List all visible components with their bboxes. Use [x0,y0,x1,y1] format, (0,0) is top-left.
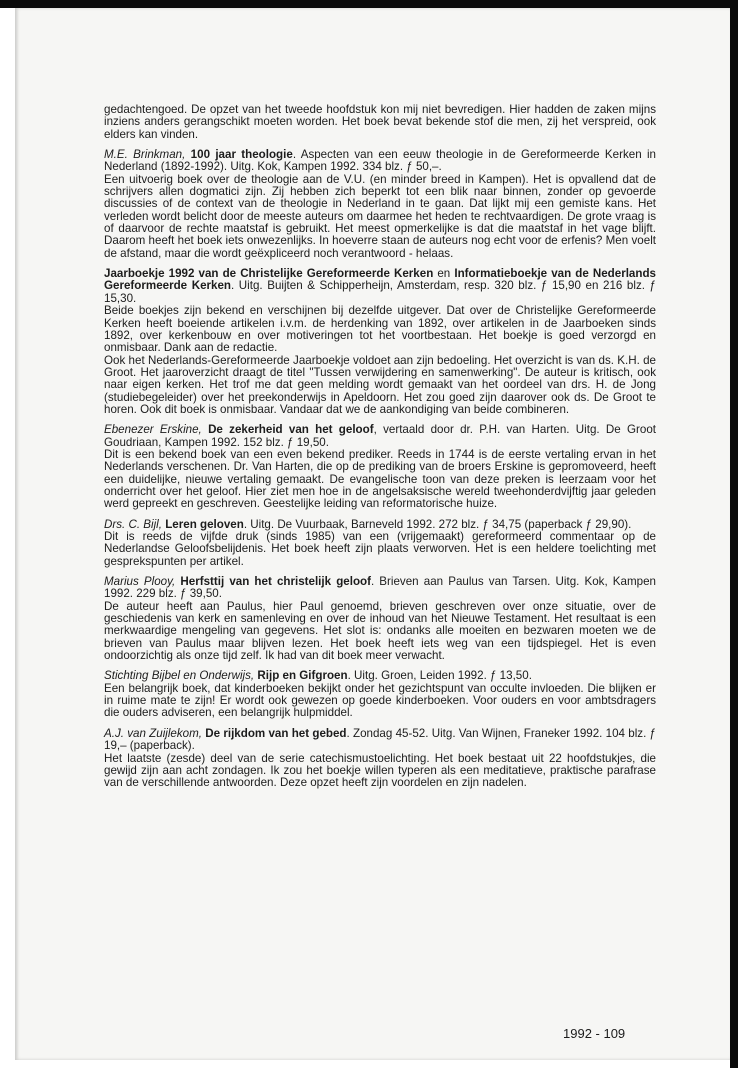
author: Drs. C. Bijl, [104,517,162,531]
page-content [104,104,656,798]
author: M.E. Brinkman, [104,148,186,162]
scan-top-border [0,0,738,8]
review-bijl [104,519,656,568]
book-details: . Brieven aan Paulus van Tarsen. Uitg. Kok, Kampen 1992. 229 blz. ƒ 39,50. [104,575,656,601]
book-details: , vertaald door dr. P.H. van Harten. Uitg. De Groot Goudriaan, Kampen 1992. 152 blz. ƒ 19,50. [104,423,656,449]
review-erskine [104,424,656,510]
book-title-second: Informatieboekje van de Nederlands Gereformeerde Kerken [104,267,656,293]
review-text: Dit is een bekend boek van een even bekend prediker. Reeds in 1744 is de eerste vertaling ervan in het Nederlands verschenen. Dr. Van Harten, die op de prediking van de broers Erskine is gepromoveerd, heeft een duidelijke, nieuwe vertaling gemaakt. De evangelische toon van deze preken is leerzaam voor het onderricht over het geloof. Hier ziet men hoe in de angelsaksische wereld tweehonderdvijftig jaar geleden werd gepreekt en geschreven. Geestelijke leiding van reformatorische huize. [104,447,656,511]
bibliographic-line [104,268,656,305]
review-text: Beide boekjes zijn bekend en verschijnen bij dezelfde uitgever. Dat over de Christelijke Gereformeerde Kerken heeft boeiende artikelen i.v.m. de herdenking van 1892, over artikelen in de Jaarboeken sinds 1892, over kerkenbouw en over motiveringen tot het voortbestaan. Het boekje is goed verzorgd en onmisbaar. Dank aan de redactie. [104,304,656,355]
book-details: . Zondag 45-52. Uitg. Van Wijnen, Franeker 1992. 104 blz. ƒ 19,– (paperback). [104,726,656,753]
connector: en [433,267,455,281]
book-title: Leren geloven [165,517,244,531]
review-text: Het laatste (zesde) deel van de serie catechismustoelichting. Het boek bestaat uit 22 hoofdstukjes, die gewijd zijn aan acht zondagen. Ik zou het boekje willen typeren als een meditatieve, praktische parafrase van de verschillende antwoorden. Deze opzet heeft zijn voordelen en zijn nadelen. [104,751,656,790]
intro-paragraph [104,104,656,141]
review-rijp-en-gifgroen [104,670,656,719]
book-title: Rijp en Gifgroen [257,669,348,683]
intro-text: gedachtengoed. De opzet van het tweede hoofdstuk kon mij niet bevredigen. Hier hadden de zaken mijns inziens anders gerangschikt moeten worden. Het boek bevat bekende stof die men, zij het verspreid, ook elders kan vinden. [104,103,656,141]
page-number: 1992 - 109 [563,1026,626,1041]
book-details: . Uitg. Buijten & Schipperheijn, Amsterdam, resp. 320 blz. ƒ 15,90 en 216 blz. ƒ 15,30. [104,279,656,305]
bibliographic-line [104,728,656,753]
author: A.J. van Zuijlekom, [104,726,203,740]
book-title: 100 jaar theologie [190,148,293,162]
review-plooy [104,576,656,662]
author: Marius Plooy, [104,575,176,589]
review-jaarboekje [104,268,656,416]
review-text: De auteur heeft aan Paulus, hier Paul genoemd, brieven geschreven over onze situatie, over de geschiedenis van kerk en samenleving en over de inhoud van het Nieuwe Testament. Het resultaat is een merkwaardige mengeling van gegevens. Het slot is: ondanks alle moeiten en bezwaren moeten we de brieven van Paulus maar blijven lezen. Het boek heeft iets weg van een tijdspiegel. Het is even ondoorzichtig als onze tijd zelf. Ik had van dit boek meer verwacht. [104,599,656,663]
review-text: Dit is reeds de vijfde druk (sinds 1985) van een (vrijgemaakt) gereformeerd commentaar op de Nederlandse Geloofsbelijdenis. Het boek heeft zijn plaats verworven. Het is een heldere toelichting met gesprekspunten per artikel. [104,530,656,568]
author: Ebenezer Erskine, [104,423,202,437]
scan-right-border [730,0,738,1068]
book-title: Jaarboekje 1992 van de Christelijke Gereformeerde Kerken [104,267,434,281]
review-text-second: Ook het Nederlands-Gereformeerde Jaarboekje voldoet aan zijn bedoeling. Het overzicht is van ds. K.H. de Groot. Het jaaroverzicht draagt de titel "Tussen verwijdering en samenwerking". De auteur is kritisch, ook naar eigen kerken. Het trof me dat geen melding wordt gemaakt van het oordeel van drs. H. de Jong (studiebegeleider) over het preekonderwijs in Apeldoorn. Het zou goed zijn daarover ook ds. De Groot te horen. Ook dit boek is onmisbaar. Vandaar dat we de aankondiging van beide combineren. [104,353,656,416]
review-text: Een uitvoerig boek over de theologie aan de V.U. (en minder breed in Kampen). Het is opvallend dat de schrijvers allen dogmatici zijn. Zij hebben zich beperkt tot een blik naar binnen, zonder op gevoerde discussies of de context van de theologie in Nederland in te gaan. Dat lijkt mij een gemiste kans. Het verleden wordt belicht door de meeste auteurs om daarmee het heden te rechtvaardigen. De grote vraag is of daarvoor de rechte maatstaf is gebruikt. Het meest opmerkelijke is dat die maatstaf in het vage blijft. Daarom heeft het boek iets onwezenlijks. In hoeverre staan de auteurs nog echt voor de erfenis? Men voelt de afstand, maar die wordt geëxpliceerd noch verantwoord - helaas. [104,172,656,260]
book-title: Herfsttij van het christelijk geloof [180,575,371,589]
book-title: De zekerheid van het geloof [208,423,374,437]
book-details: . Uitg. De Vuurbaak, Barneveld 1992. 272 blz. ƒ 34,75 (paperback ƒ 29,90). [243,517,632,531]
book-title: De rijkdom van het gebed [205,726,347,740]
review-zuijlekom [104,728,656,790]
book-details: . Aspecten van een eeuw theologie in de Gereformeerde Kerken in Nederland (1892-1992). Uitg. Kok, Kampen 1992. 334 blz. ƒ 50,–. [104,148,656,174]
author: Stichting Bijbel en Onderwijs, [104,669,255,683]
bibliographic-line [104,424,656,449]
review-text: Een belangrijk boek, dat kinderboeken bekijkt onder het gezichtspunt van occulte invloeden. Die blijken er in ruime mate te zijn! Er wordt ook gewezen op goede kinderboeken. Voor ouders en voor ambtsdragers die ouders adviseren, een belangrijk hulpmiddel. [104,681,656,720]
bibliographic-line [104,149,656,174]
review-brinkman [104,149,656,260]
book-details: . Uitg. Groen, Leiden 1992. ƒ 13,50. [347,669,532,683]
bibliographic-line [104,670,656,682]
bibliographic-line [104,576,656,601]
